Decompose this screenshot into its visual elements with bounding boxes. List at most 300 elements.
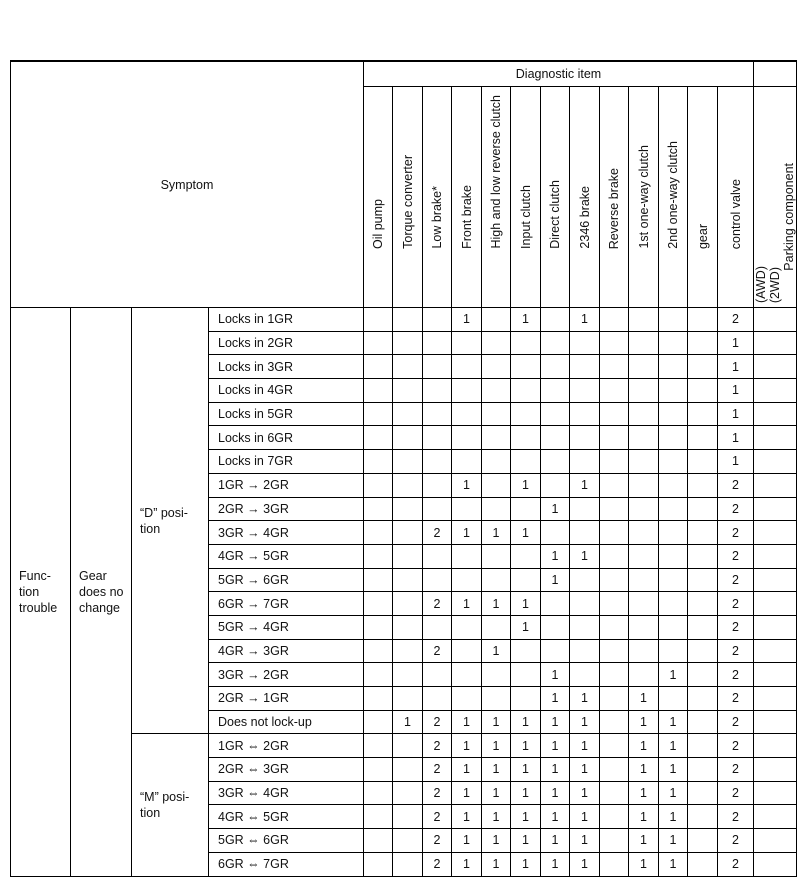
d-position-group-text: tion — [140, 521, 161, 536]
value-cell: 1 — [659, 781, 688, 805]
value-cell — [688, 568, 718, 592]
value-cell — [541, 615, 570, 639]
value-cell — [511, 450, 541, 474]
symptom-subcategory-text: Gear — [79, 568, 107, 583]
value-cell — [688, 402, 718, 426]
value-cell — [452, 402, 482, 426]
value-cell: 2 — [718, 758, 754, 782]
value-cell — [452, 379, 482, 403]
value-cell: 1 — [629, 758, 659, 782]
column-header-label: Reverse brake — [607, 167, 621, 249]
value-cell — [364, 568, 393, 592]
value-cell: 1 — [718, 355, 754, 379]
value-cell: 1 — [452, 308, 482, 332]
table-body — [11, 308, 797, 877]
row-label: 3GR → 4GR — [209, 521, 364, 545]
value-cell — [570, 450, 600, 474]
value-cell — [688, 544, 718, 568]
value-cell: 2 — [718, 663, 754, 687]
value-cell: 2 — [423, 781, 452, 805]
value-cell — [629, 355, 659, 379]
value-cell: 2 — [423, 829, 452, 853]
value-cell — [482, 687, 511, 711]
value-cell — [659, 521, 688, 545]
value-cell — [482, 308, 511, 332]
value-cell — [364, 592, 393, 616]
value-cell: 2 — [718, 568, 754, 592]
value-cell — [482, 355, 511, 379]
value-cell: 2 — [718, 852, 754, 876]
value-cell: 1 — [718, 402, 754, 426]
value-cell: 1 — [541, 710, 570, 734]
value-cell — [482, 473, 511, 497]
value-cell — [629, 615, 659, 639]
value-cell: 1 — [541, 734, 570, 758]
value-cell — [688, 426, 718, 450]
value-cell — [600, 544, 629, 568]
row-label: Locks in 7GR — [209, 450, 364, 474]
symptom-subcategory-text: change — [79, 600, 121, 615]
value-cell: 1 — [511, 473, 541, 497]
value-cell: 1 — [541, 687, 570, 711]
value-cell — [754, 805, 797, 829]
value-cell — [754, 710, 797, 734]
value-cell: 2 — [718, 544, 754, 568]
value-cell — [754, 379, 797, 403]
value-cell: 1 — [659, 829, 688, 853]
value-cell — [659, 497, 688, 521]
value-cell — [482, 402, 511, 426]
value-cell — [600, 355, 629, 379]
column-header — [364, 87, 393, 308]
value-cell: 1 — [482, 710, 511, 734]
value-cell: 1 — [393, 710, 423, 734]
value-cell — [423, 687, 452, 711]
value-cell — [541, 308, 570, 332]
value-cell — [754, 544, 797, 568]
value-cell — [423, 497, 452, 521]
value-cell — [688, 473, 718, 497]
table-row — [11, 308, 797, 332]
parking-main: Parking component — [782, 163, 796, 271]
column-header-label: Direct clutch — [548, 180, 562, 249]
value-cell — [393, 379, 423, 403]
row-label: 1GR ⇔ 2GR — [209, 734, 364, 758]
value-cell — [629, 568, 659, 592]
row-label: Locks in 4GR — [209, 379, 364, 403]
value-cell — [600, 402, 629, 426]
value-cell — [482, 663, 511, 687]
value-cell — [482, 331, 511, 355]
value-cell — [629, 331, 659, 355]
value-cell — [659, 568, 688, 592]
value-cell — [452, 615, 482, 639]
value-cell — [393, 473, 423, 497]
value-cell: 2 — [718, 308, 754, 332]
value-cell — [482, 497, 511, 521]
value-cell: 2 — [718, 710, 754, 734]
value-cell — [511, 639, 541, 663]
value-cell: 1 — [570, 781, 600, 805]
value-cell — [659, 402, 688, 426]
value-cell — [688, 687, 718, 711]
value-cell — [688, 450, 718, 474]
value-cell — [364, 639, 393, 663]
column-header-label: 2nd one-way clutch — [666, 141, 680, 249]
value-cell — [423, 544, 452, 568]
column-header — [659, 87, 688, 308]
value-cell — [452, 568, 482, 592]
value-cell: 1 — [482, 781, 511, 805]
value-cell — [423, 379, 452, 403]
row-label: Does not lock-up — [209, 710, 364, 734]
value-cell: 2 — [423, 758, 452, 782]
value-cell — [541, 426, 570, 450]
row-label: Locks in 6GR — [209, 426, 364, 450]
value-cell — [600, 805, 629, 829]
value-cell — [600, 568, 629, 592]
value-cell — [423, 615, 452, 639]
value-cell — [688, 734, 718, 758]
value-cell — [629, 308, 659, 332]
value-cell — [754, 687, 797, 711]
value-cell: 1 — [629, 829, 659, 853]
value-cell: 1 — [482, 829, 511, 853]
value-cell: 1 — [570, 473, 600, 497]
value-cell: 2 — [718, 781, 754, 805]
value-cell — [570, 426, 600, 450]
value-cell — [629, 473, 659, 497]
value-cell — [393, 829, 423, 853]
value-cell — [393, 852, 423, 876]
value-cell: 1 — [511, 852, 541, 876]
value-cell — [364, 734, 393, 758]
value-cell — [452, 450, 482, 474]
value-cell — [659, 379, 688, 403]
value-cell: 1 — [629, 781, 659, 805]
value-cell: 1 — [541, 544, 570, 568]
value-cell — [482, 379, 511, 403]
value-cell — [511, 687, 541, 711]
value-cell — [659, 355, 688, 379]
value-cell — [393, 497, 423, 521]
value-cell — [688, 663, 718, 687]
row-label: 5GR ⇔ 6GR — [209, 829, 364, 853]
value-cell — [511, 426, 541, 450]
value-cell — [511, 663, 541, 687]
value-cell — [364, 805, 393, 829]
value-cell — [754, 758, 797, 782]
m-position-group-text: “M” posi- — [140, 789, 190, 804]
value-cell — [452, 663, 482, 687]
value-cell: 1 — [541, 568, 570, 592]
value-cell — [511, 355, 541, 379]
value-cell: 1 — [629, 687, 659, 711]
value-cell: 1 — [629, 734, 659, 758]
value-cell: 2 — [718, 734, 754, 758]
value-cell: 1 — [511, 805, 541, 829]
value-cell — [629, 426, 659, 450]
value-cell — [570, 592, 600, 616]
value-cell: 1 — [541, 497, 570, 521]
value-cell — [754, 355, 797, 379]
value-cell — [364, 710, 393, 734]
value-cell — [659, 544, 688, 568]
value-cell — [600, 829, 629, 853]
value-cell — [393, 402, 423, 426]
value-cell — [659, 687, 688, 711]
value-cell — [659, 450, 688, 474]
value-cell — [688, 852, 718, 876]
value-cell: 1 — [541, 852, 570, 876]
value-cell: 2 — [718, 615, 754, 639]
value-cell — [570, 402, 600, 426]
value-cell — [629, 450, 659, 474]
column-header-label: Front brake — [459, 185, 474, 249]
value-cell — [423, 473, 452, 497]
column-header — [393, 87, 423, 308]
symptom-category-text: tion — [19, 584, 40, 599]
row-label: 6GR ⇔ 7GR — [209, 852, 364, 876]
row-label: 5GR → 4GR — [209, 615, 364, 639]
value-cell — [754, 473, 797, 497]
value-cell — [659, 639, 688, 663]
value-cell — [754, 829, 797, 853]
column-header-label: Low brake* — [430, 186, 444, 249]
value-cell — [688, 331, 718, 355]
value-cell — [629, 379, 659, 403]
column-header-label: Torque converter — [400, 155, 415, 249]
value-cell — [754, 781, 797, 805]
value-cell: 2 — [718, 473, 754, 497]
value-cell — [754, 852, 797, 876]
d-position-group-text: “D” posi- — [140, 505, 188, 520]
value-cell: 1 — [718, 331, 754, 355]
value-cell — [393, 568, 423, 592]
value-cell — [482, 426, 511, 450]
column-header — [423, 87, 452, 308]
column-header-label: 2346 brake — [577, 186, 592, 249]
row-label: Locks in 2GR — [209, 331, 364, 355]
value-cell — [600, 615, 629, 639]
value-cell — [423, 355, 452, 379]
value-cell — [482, 450, 511, 474]
value-cell: 1 — [511, 308, 541, 332]
value-cell: 1 — [482, 805, 511, 829]
value-cell — [754, 568, 797, 592]
value-cell — [364, 450, 393, 474]
value-cell: 1 — [541, 829, 570, 853]
row-label: 2GR ⇔ 3GR — [209, 758, 364, 782]
value-cell: 2 — [423, 805, 452, 829]
value-cell — [600, 758, 629, 782]
value-cell — [364, 852, 393, 876]
value-cell — [688, 829, 718, 853]
row-label: 6GR → 7GR — [209, 592, 364, 616]
value-cell — [754, 639, 797, 663]
value-cell: 1 — [452, 758, 482, 782]
value-cell — [541, 592, 570, 616]
value-cell — [511, 379, 541, 403]
value-cell — [629, 521, 659, 545]
value-cell — [600, 687, 629, 711]
value-cell — [452, 331, 482, 355]
value-cell — [364, 473, 393, 497]
value-cell — [754, 615, 797, 639]
value-cell: 1 — [452, 829, 482, 853]
value-cell — [482, 544, 511, 568]
value-cell — [393, 687, 423, 711]
value-cell: 1 — [659, 734, 688, 758]
value-cell — [570, 497, 600, 521]
value-cell — [688, 758, 718, 782]
value-cell: 1 — [570, 308, 600, 332]
value-cell — [423, 426, 452, 450]
value-cell — [659, 308, 688, 332]
value-cell — [393, 615, 423, 639]
value-cell: 1 — [570, 544, 600, 568]
value-cell — [541, 473, 570, 497]
value-cell — [541, 402, 570, 426]
value-cell: 2 — [718, 805, 754, 829]
value-cell — [659, 331, 688, 355]
row-label: 3GR ⇔ 4GR — [209, 781, 364, 805]
value-cell: 1 — [511, 758, 541, 782]
value-cell — [600, 497, 629, 521]
value-cell: 2 — [718, 687, 754, 711]
value-cell — [600, 426, 629, 450]
column-header-parking — [754, 87, 797, 308]
value-cell — [570, 379, 600, 403]
value-cell: 2 — [423, 639, 452, 663]
value-cell: 2 — [423, 734, 452, 758]
value-cell — [511, 544, 541, 568]
value-cell — [754, 426, 797, 450]
value-cell — [364, 521, 393, 545]
column-header — [718, 87, 754, 308]
value-cell: 1 — [659, 852, 688, 876]
value-cell — [364, 615, 393, 639]
value-cell: 1 — [511, 781, 541, 805]
value-cell — [423, 308, 452, 332]
value-cell — [393, 426, 423, 450]
value-cell: 1 — [511, 710, 541, 734]
row-label: 4GR → 3GR — [209, 639, 364, 663]
value-cell — [511, 402, 541, 426]
value-cell — [600, 781, 629, 805]
value-cell — [688, 592, 718, 616]
symptom-category-text: trouble — [19, 600, 58, 615]
value-cell: 1 — [629, 710, 659, 734]
value-cell: 1 — [482, 734, 511, 758]
value-cell: 2 — [423, 710, 452, 734]
value-cell — [570, 568, 600, 592]
column-header — [482, 87, 511, 308]
value-cell — [600, 663, 629, 687]
value-cell: 1 — [570, 758, 600, 782]
value-cell — [393, 544, 423, 568]
value-cell — [688, 355, 718, 379]
value-cell — [754, 734, 797, 758]
value-cell: 1 — [541, 781, 570, 805]
value-cell: 1 — [629, 805, 659, 829]
value-cell — [393, 450, 423, 474]
value-cell — [600, 473, 629, 497]
value-cell — [541, 355, 570, 379]
value-cell: 1 — [570, 710, 600, 734]
value-cell — [688, 379, 718, 403]
value-cell — [629, 497, 659, 521]
value-cell: 1 — [541, 805, 570, 829]
value-cell: 1 — [452, 781, 482, 805]
value-cell — [629, 592, 659, 616]
row-label: 1GR → 2GR — [209, 473, 364, 497]
value-cell: 2 — [718, 829, 754, 853]
value-cell — [600, 308, 629, 332]
row-label: 4GR ⇔ 5GR — [209, 805, 364, 829]
value-cell — [452, 544, 482, 568]
value-cell — [754, 521, 797, 545]
column-header — [688, 87, 718, 308]
value-cell: 1 — [511, 829, 541, 853]
value-cell — [754, 450, 797, 474]
value-cell — [482, 615, 511, 639]
value-cell: 1 — [570, 852, 600, 876]
value-cell — [541, 521, 570, 545]
value-cell — [541, 331, 570, 355]
value-cell — [600, 521, 629, 545]
row-label: Locks in 5GR — [209, 402, 364, 426]
column-header-label: Oil pump — [371, 198, 385, 249]
value-cell — [600, 450, 629, 474]
symptom-subcategory — [71, 308, 132, 877]
header-row-top — [11, 61, 797, 87]
value-cell — [364, 426, 393, 450]
value-cell: 1 — [452, 734, 482, 758]
value-cell: 2 — [718, 592, 754, 616]
value-cell — [688, 710, 718, 734]
value-cell: 1 — [452, 710, 482, 734]
value-cell — [393, 592, 423, 616]
value-cell: 2 — [718, 639, 754, 663]
value-cell — [364, 497, 393, 521]
value-cell — [600, 734, 629, 758]
row-label: 4GR → 5GR — [209, 544, 364, 568]
value-cell: 2 — [423, 852, 452, 876]
value-cell — [393, 308, 423, 332]
value-cell — [364, 331, 393, 355]
value-cell — [393, 805, 423, 829]
value-cell — [659, 473, 688, 497]
column-header — [541, 87, 570, 308]
value-cell: 1 — [482, 639, 511, 663]
value-cell — [364, 687, 393, 711]
symptom-category-text: Func- — [19, 568, 51, 583]
column-header-label: High and low reverse clutch — [489, 95, 503, 249]
value-cell — [754, 331, 797, 355]
value-cell: 2 — [718, 497, 754, 521]
value-cell: 1 — [718, 450, 754, 474]
value-cell — [570, 663, 600, 687]
value-cell — [393, 331, 423, 355]
value-cell — [364, 663, 393, 687]
value-cell: 1 — [570, 805, 600, 829]
value-cell — [364, 379, 393, 403]
value-cell — [511, 331, 541, 355]
value-cell — [570, 331, 600, 355]
value-cell: 2 — [423, 592, 452, 616]
column-header-label: control valve — [728, 178, 743, 249]
